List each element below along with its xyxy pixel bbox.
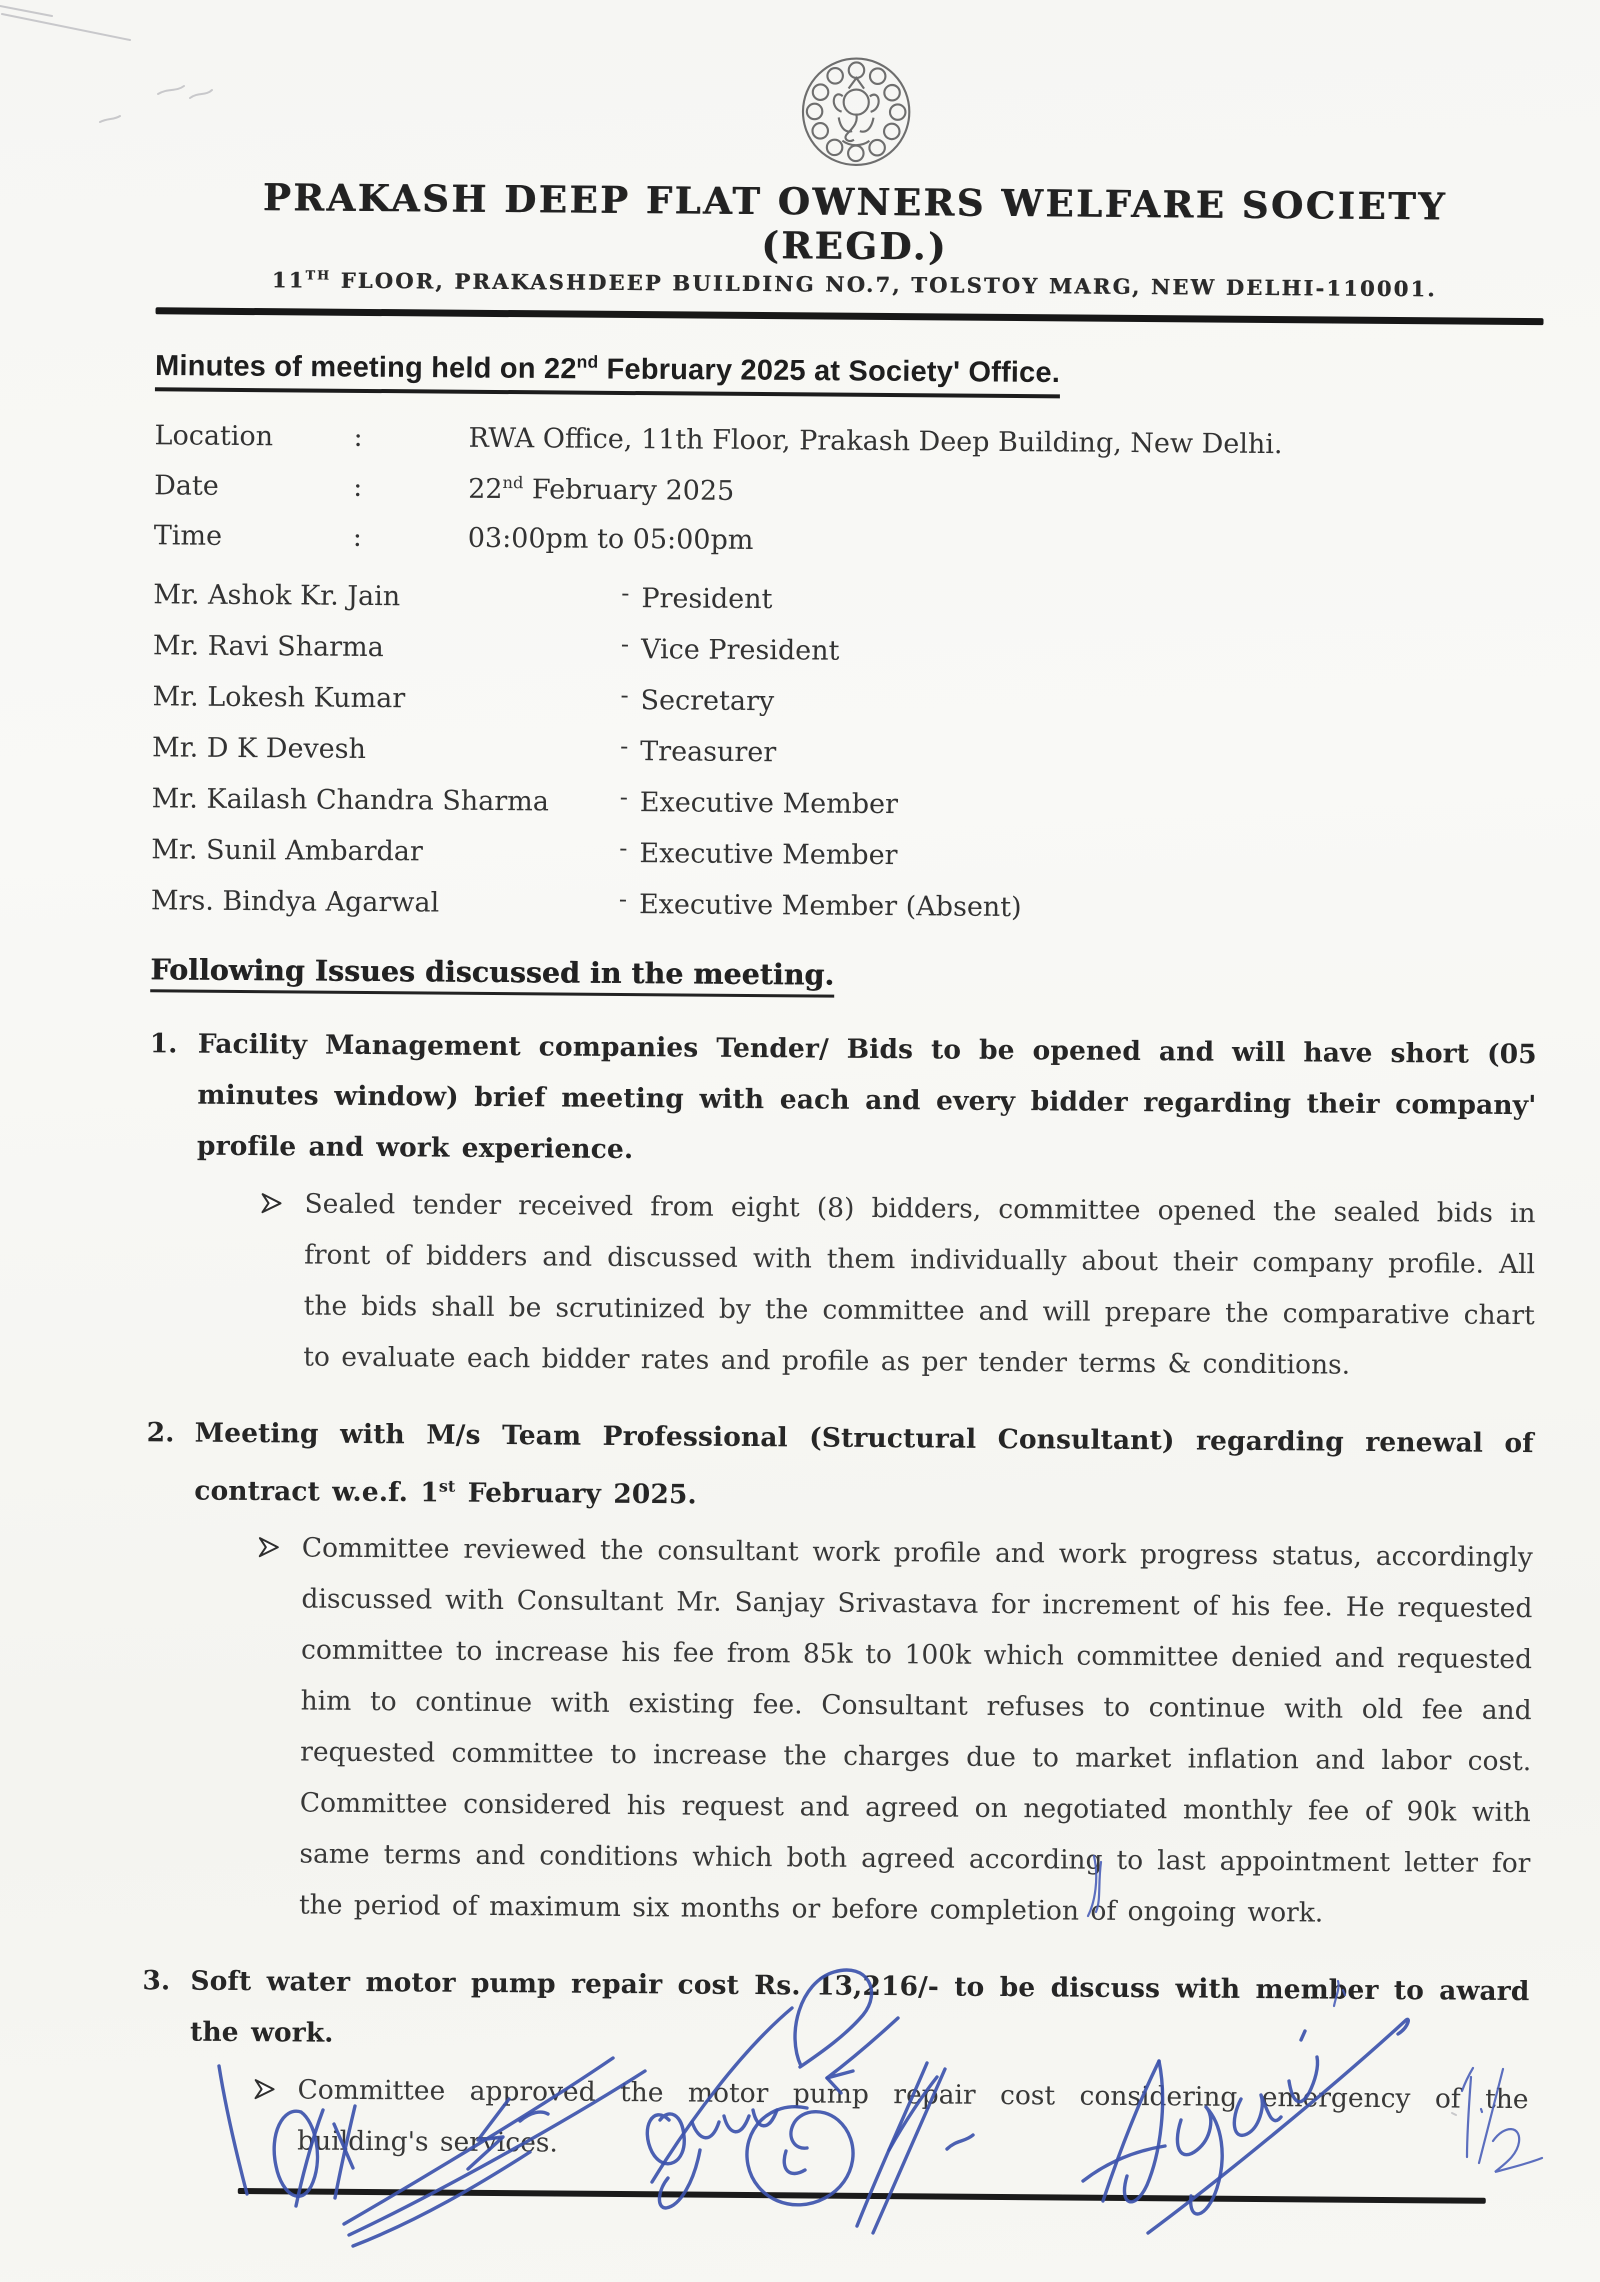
bullet-text: Committee reviewed the consultant work profile and work progress status, accordingly discussed with Consultant Mr. Sanjay Srivastava for increment of his fee. He requested committee to increase his fee from 85k to 100k which committee denied and requested him to continue with existing fee. Consultant refuses to continue with old fee and requested committee to increase the charges due to market inflation and labor cost. Committee considered his request and agreed on negotiated monthly fee of 90k with same terms and conditions which both agreed according to last appointment letter for the period of maximum six months or before completion of ongoing work. [298, 1532, 1533, 1929]
society-address [166, 266, 1543, 302]
issue-item-2 [146, 1407, 1534, 1527]
issue-text: Facility Management companies Tender/ Bids to be opened and will have short (05 minutes window) brief meeting with each and every bidder regarding their company' profile and work experience. [196, 1028, 1537, 1165]
page-title-text: Minutes of meeting held on 22 [155, 349, 577, 386]
arrow-bullet-icon [251, 2065, 298, 2167]
meta-colon: : [353, 422, 363, 454]
attendee-role-dash: - [619, 834, 628, 863]
meta-date-rest: February 2025 [523, 473, 735, 507]
meta-date-number: 22 [468, 473, 503, 505]
bullet-text: Sealed tender received from eight (8) bidders, committee opened the sealed bids in front of bidders and discussed with them individually about their company profile. All the bids shall be scrutinized by the committee and will prepare the comparative chart to evaluate each bidder rates and profile as per tender terms & conditions. [303, 1188, 1536, 1381]
attendee-role: President [641, 582, 773, 615]
attendee-name: Mr. Lokesh Kumar [152, 680, 406, 714]
ganesha-emblem-icon [797, 53, 914, 170]
attendee-name: Mr. Ravi Sharma [152, 629, 384, 663]
society-name: PRAKASH DEEP FLAT OWNERS WELFARE SOCIETY (REGD.) [262, 175, 1448, 269]
page-title-rest: February 2025 at Society' Office. [598, 353, 1061, 390]
page-title-ordinal: nd [576, 351, 599, 372]
issue-item-1 [149, 1018, 1537, 1182]
issue-number: 3. [142, 1965, 171, 1997]
issue-number: 2. [146, 1416, 175, 1449]
society-address-number: 11 [271, 267, 306, 293]
attendee-name: Mrs. Bindya Agarwal [150, 884, 440, 919]
meta-label: Date [154, 470, 219, 502]
attendee-role: Treasurer [640, 735, 777, 768]
attendee-role-dash: - [621, 579, 630, 608]
attendee-name: Mr. D K Devesh [152, 731, 367, 765]
attendee-role: Vice President [640, 633, 840, 667]
issue-2-bullet [253, 1523, 1533, 1941]
issue-3-bullet [251, 2065, 1529, 2177]
issue-1-bullet [257, 1178, 1536, 1392]
meta-label: Location [154, 420, 274, 453]
meeting-meta [154, 411, 1542, 572]
attendee-role: Executive Member [639, 837, 898, 871]
bullet-text: Committee approved the motor pump repair cost considering emergency of the building's services. [297, 2074, 1529, 2159]
footer-divider-rule [238, 2188, 1486, 2204]
attendee-role-dash: - [618, 885, 628, 914]
meta-date-ordinal: nd [502, 472, 524, 492]
issue-item-3 [142, 1956, 1530, 2069]
page-title [155, 348, 1060, 398]
issue-number: 1. [149, 1027, 178, 1060]
attendee-name: Mr. Kailash Chandra Sharma [151, 782, 550, 818]
meta-value-time: 03:00pm to 05:00pm [467, 522, 754, 557]
issue-text-post: February 2025. [455, 1477, 697, 1511]
arrow-bullet-icon [257, 1178, 305, 1382]
issue-text: Soft water motor pump repair cost Rs. 13,216/- to be discuss with member to award the work. [189, 1966, 1530, 2050]
meta-row-time [154, 511, 1541, 572]
attendee-role: Executive Member (Absent) [638, 888, 1022, 923]
meta-value-location: RWA Office, 11th Floor, Prakash Deep Building, New Delhi. [468, 422, 1283, 461]
issue-text [194, 1407, 1534, 1526]
attendee-name: Mr. Ashok Kr. Jain [153, 578, 401, 612]
attendee-role-dash: - [620, 681, 629, 710]
arrow-bullet-icon [253, 1523, 302, 1931]
attendee-role: Secretary [640, 684, 775, 717]
attendee-role: Executive Member [639, 786, 899, 820]
meta-colon: : [352, 522, 363, 554]
issue-text-pre: Meeting with M/s Team Professional (Structural Consultant) regarding renewal of contract w.e.f. 1 [194, 1417, 1534, 1509]
attendee-role-dash: - [619, 783, 628, 812]
society-address-rest: FLOOR, PRAKASHDEEP BUILDING NO.7, TOLSTOY MARG, NEW DELHI-110001. [331, 267, 1437, 302]
meta-value-date [468, 472, 734, 506]
society-logo [167, 0, 1545, 179]
attendee-name: Mr. Sunil Ambardar [151, 833, 424, 868]
attendee-list [151, 569, 1541, 937]
society-address-ordinal: TH [305, 267, 332, 283]
meta-label: Time [153, 520, 223, 552]
meta-colon: : [353, 472, 363, 504]
issues-heading: Following Issues discussed in the meeting. [150, 952, 834, 997]
attendee-role-dash: - [620, 630, 630, 659]
issue-text-ordinal: st [438, 1476, 456, 1496]
attendee-role-dash: - [620, 732, 629, 761]
